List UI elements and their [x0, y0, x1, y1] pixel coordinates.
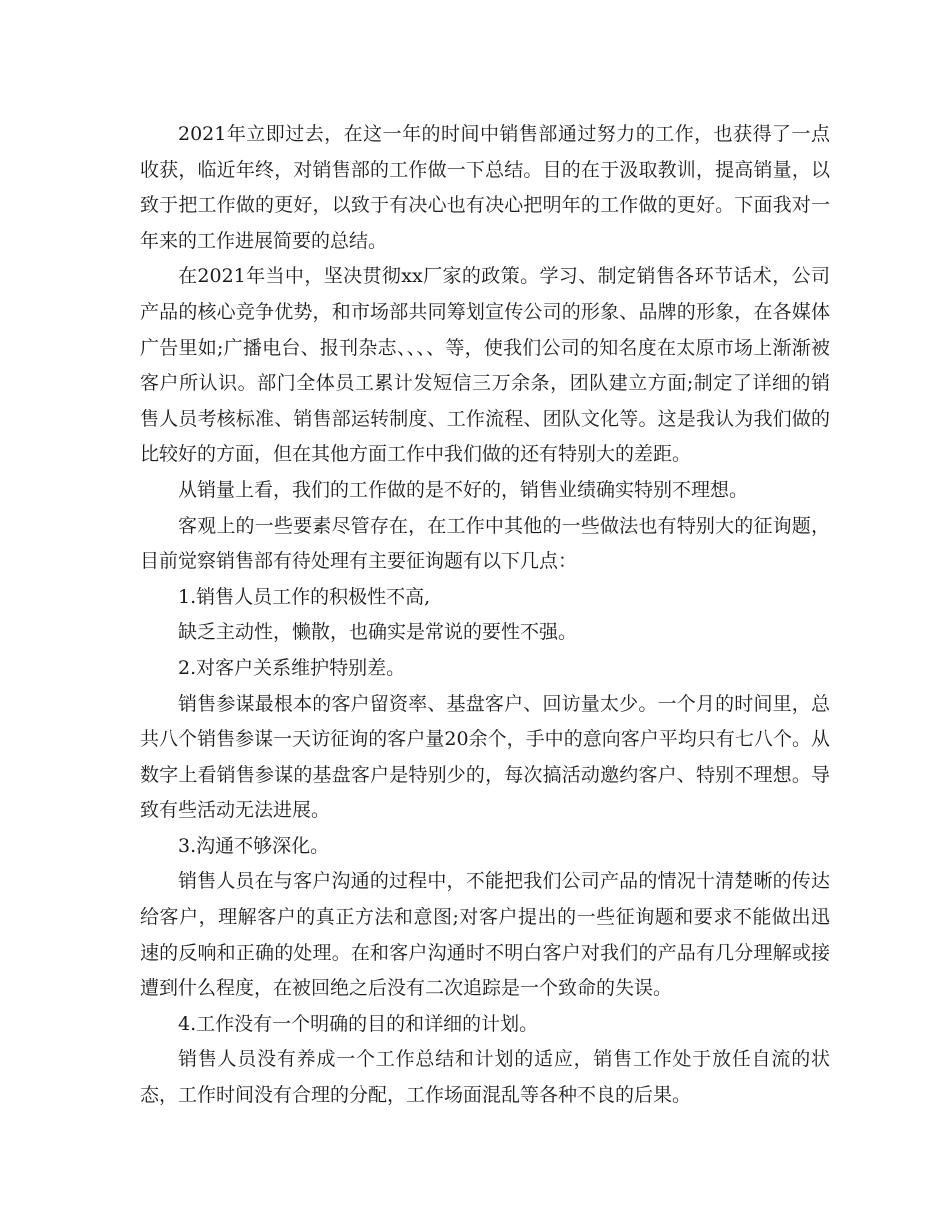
document-body: [140, 117, 830, 1114]
paragraph-intro: 2021年立即过去，在这一年的时间中销售部通过努力的工作，也获得了一点收获，临近年终，对销售部的工作做一下总结。目的在于汲取教训，提高销量，以致于把工作做的更好，以致于有决心也有决心把明年的工作做的更好。下面我对一年来的工作进展简要的总结。: [140, 123, 830, 252]
heading-item-1: 1.销售人员工作的积极性不高,: [178, 585, 431, 608]
heading-item-3: 3.沟通不够深化。: [178, 834, 330, 857]
paragraph-item-1: 缺乏主动性，懒散，也确实是常说的要性不强。: [178, 621, 578, 644]
paragraph-problems-intro: 客观上的一些要素尽管存在，在工作中其他的一些做法也有特别大的征询题，目前觉察销售部有待处理有主要征询题有以下几点：: [140, 514, 830, 573]
paragraph-item-3: 销售人员在与客户沟通的过程中，不能把我们公司产品的情况十清楚晰的传达给客户，理解客户的真正方法和意图;对客户提出的一些征询题和要求不能做出迅速的反响和正确的处理。在和客户沟通时不明白客户对我们的产品有几分理解或接遭到什么程度，在被回绝之后没有二次追踪是一个致命的失误。: [140, 870, 830, 1000]
paragraph-achievements: 在2021年当中，坚决贯彻xx厂家的政策。学习、制定销售各环节话术，公司产品的核心竞争优势，和市场部共同筹划宣传公司的形象、品牌的形象，在各媒体广告里如;广播电台、报刊杂志、、、、等，使我们公司的知名度在太原市场上渐渐被客户所认识。部门全体员工累计发短信三万余条，团队建立方面;制定了详细的销售人员考核标准、销售部运转制度、工作流程、团队文化等。这是我认为我们做的比较好的方面，但在其他方面工作中我们做的还有特别大的差距。: [140, 265, 830, 466]
paragraph-item-2: 销售参谋最根本的客户留资率、基盘客户、回访量太少。一个月的时间里，总共八个销售参谋一天访征询的客户量20余个，手中的意向客户平均只有七八个。从数字上看销售参谋的基盘客户是特别少的，每次搞活动邀约客户、特别不理想。导致有些活动无法进展。: [140, 692, 830, 822]
heading-item-4: 4.工作没有一个明确的目的和详细的计划。: [178, 1012, 539, 1035]
paragraph-item-4: 销售人员没有养成一个工作总结和计划的适应，销售工作处于放任自流的状态，工作时间没有合理的分配，工作场面混乱等各种不良的后果。: [140, 1048, 830, 1107]
heading-item-2: 2.对客户关系维护特别差。: [178, 656, 406, 679]
paragraph-sales-volume: 从销量上看，我们的工作做的是不好的，销售业绩确实特别不理想。: [178, 478, 749, 501]
